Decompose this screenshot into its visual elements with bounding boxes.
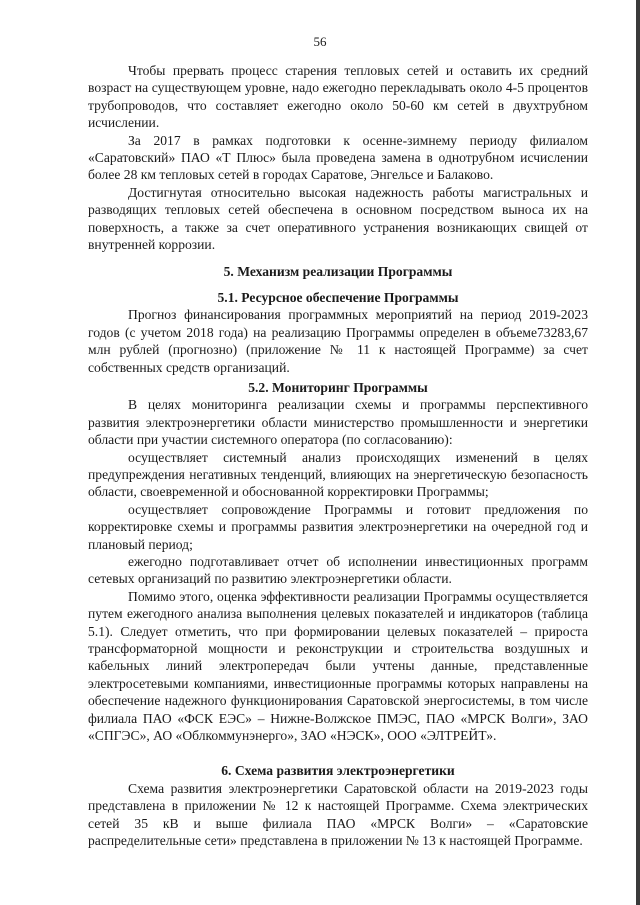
- page-number: 56: [313, 34, 327, 49]
- paragraph: осуществляет системный анализ происходящих изменений в целях предупреждения негативных тенденций, влияющих на энергетическую безопасность области, своевременной и обоснованной корректировки Программы;: [88, 449, 588, 500]
- paragraph: В целях мониторинга реализации схемы и программы перспективного развития электроэнергетики области министерство промышленности и энергетики области при участии системного оператора (по согласованию):: [88, 397, 588, 448]
- paragraph: ежегодно подготавливает отчет об исполнении инвестиционных программ сетевых организаций по развитию электроэнергетики области.: [88, 553, 588, 587]
- section-6-heading: 6. Схема развития электроэнергетики: [221, 763, 455, 779]
- paragraph: За 2017 в рамках подготовки к осенне-зимнему периоду филиалом «Саратовский» ПАО «Т Плюс» была проведена замена в однотрубном исчислении более 28 км тепловых сетей в городах Саратове, Энгельсе и Балаково.: [88, 132, 588, 183]
- subsection-5-1-heading: 5.1. Ресурсное обеспечение Программы: [217, 289, 459, 305]
- paragraph: Достигнутая относительно высокая надежность работы магистральных и разводящих тепловых сетей обеспечена в основном посредством выноса их на поверхность, а также за счет оперативного устранения возникающих свищей от внутренней коррозии.: [88, 184, 588, 253]
- paragraph: Чтобы прервать процесс старения тепловых сетей и оставить их средний возраст на существующем уровне, надо ежегодно перекладывать около 4-5 процентов трубопроводов, что составляет ежегодно около 50-60 км сетей в двухтрубном исчислении.: [88, 63, 588, 131]
- section-5-heading: 5. Механизм реализации Программы: [223, 264, 453, 280]
- paragraph: Прогноз финансирования программных мероприятий на период 2019-2023 годов (с учетом 2018 года) на реализацию Программы определен в объеме73283,67 млн рублей (прогнозно) (приложение № 11 к настоящей Программе) за счет собственных средств организаций.: [88, 307, 588, 375]
- document-body: [88, 62, 588, 849]
- paragraph: Схема развития электроэнергетики Саратовской области на 2019-2023 годы представлена в приложении № 12 к настоящей Программе. Схема электрических сетей 35 кВ и выше филиала ПАО «МРСК Волги» – «Саратовские распределительные сети» представлена в приложении № 13 к настоящей Программе.: [88, 780, 588, 849]
- page-edge-border: [636, 0, 640, 905]
- paragraph: осуществляет сопровождение Программы и готовит предложения по корректировке схемы и программы развития электроэнергетики на очередной год и плановый период;: [88, 501, 588, 552]
- subsection-5-2-heading: 5.2. Мониторинг Программы: [248, 379, 428, 395]
- paragraph: Помимо этого, оценка эффективности реализации Программы осуществляется путем ежегодного анализа выполнения целевых показателей и индикаторов (таблица 5.1). Следует отметить, что при формировании целевых показателей – прироста трансформаторной мощности и реконструкции и строительства воздушных и кабельных линий электропередач были учтены данные, представленные электросетевыми компаниями, инвестиционные программы которых направлены на обеспечение надежного функционирования Саратовской энергосистемы, в том числе филиала ПАО «ФСК ЕЭС» – Нижне-Волжское ПМЭС, ПАО «МРСК Волги», ЗАО «СПГЭС», АО «Облкоммунэнерго», ЗАО «НЭСК», ООО «ЭЛТРЕЙТ».: [88, 588, 588, 744]
